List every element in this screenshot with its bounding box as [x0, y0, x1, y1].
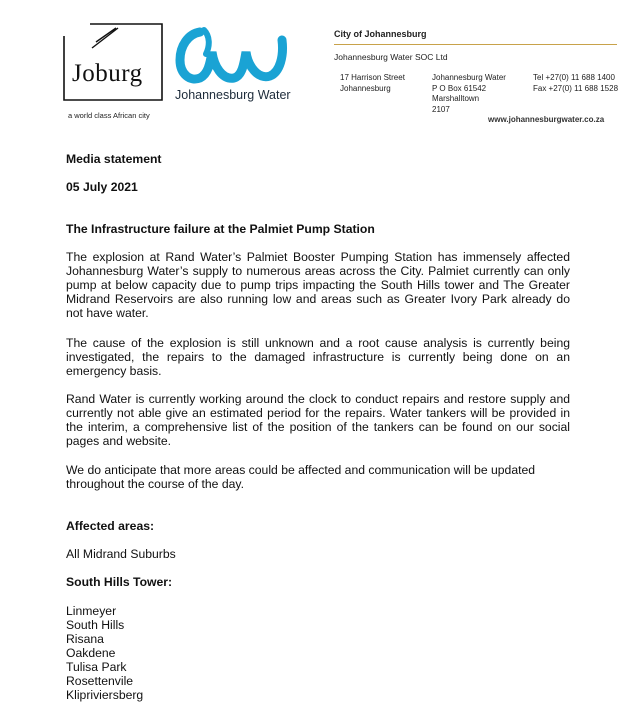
- johannesburg-water-logo-text: Johannesburg Water: [175, 88, 291, 102]
- paragraph-2: The cause of the explosion is still unknown and a root cause analysis is currently being investigated, the repairs to the damaged infrastructure is currently being done on an emergency basis.: [66, 336, 570, 378]
- south-hills-heading: South Hills Tower:: [66, 575, 173, 589]
- joburg-tagline: a world class African city: [68, 111, 150, 120]
- paragraph-3: Rand Water is currently working around the clock to conduct repairs and restore supply and currently not able give an estimated period for the repairs. Water tankers will be provided in the interim, a comprehensive list of the position of the tankers can be found on our social pages and website.: [66, 392, 570, 448]
- list-item: Tulisa Park: [66, 660, 127, 674]
- johannesburg-water-logo-mark: [170, 26, 300, 88]
- list-item: Oakdene: [66, 646, 116, 660]
- list-item: Linmeyer: [66, 604, 117, 618]
- south-hills-area-list: [66, 604, 143, 702]
- contact-numbers: [533, 73, 618, 94]
- postal-address: [432, 73, 506, 115]
- document-label: Media statement: [66, 152, 162, 166]
- list-item: South Hills: [66, 618, 125, 632]
- list-item: Rosettenvile: [66, 674, 134, 688]
- list-item: Risana: [66, 632, 104, 646]
- address-line: Marshalltown: [432, 94, 480, 103]
- list-item: Klipriviersberg: [66, 688, 144, 702]
- address-line: Johannesburg: [340, 83, 391, 93]
- joburg-logo-text: Joburg: [72, 60, 143, 87]
- affected-areas-heading: Affected areas:: [66, 519, 155, 533]
- phone-number: Tel +27(0) 11 688 1400: [533, 73, 615, 82]
- website-link[interactable]: www.johannesburgwater.co.za: [488, 115, 605, 124]
- document-date: 05 July 2021: [66, 180, 138, 194]
- address-line: 2107: [432, 104, 450, 114]
- paragraph-4: We do anticipate that more areas could be affected and communication will be updated throughout the course of the day.: [66, 463, 536, 491]
- address-line: 17 Harrison Street: [340, 73, 405, 82]
- document-title: The Infrastructure failure at the Palmiet Pump Station: [66, 222, 375, 236]
- address-line: Johannesburg Water: [432, 73, 506, 82]
- paragraph-1: The explosion at Rand Water’s Palmiet Booster Pumping Station has immensely affected Johannesburg Water’s supply to numerous areas across the City. Palmiet currently can only pump at below capacity due to pump trips impacting the South Hills tower and The Greater Midrand Reservoirs are also running low and areas such as Greater Ivory Park already do not have water.: [66, 250, 570, 320]
- street-address: [340, 73, 405, 94]
- address-line: P O Box 61542: [432, 83, 487, 93]
- fax-number: Fax +27(0) 11 688 1528: [533, 83, 619, 93]
- city-title: City of Johannesburg: [334, 29, 427, 39]
- company-name: Johannesburg Water SOC Ltd: [334, 52, 448, 62]
- affected-areas-text: All Midrand Suburbs: [66, 547, 176, 561]
- header-divider: [334, 44, 617, 45]
